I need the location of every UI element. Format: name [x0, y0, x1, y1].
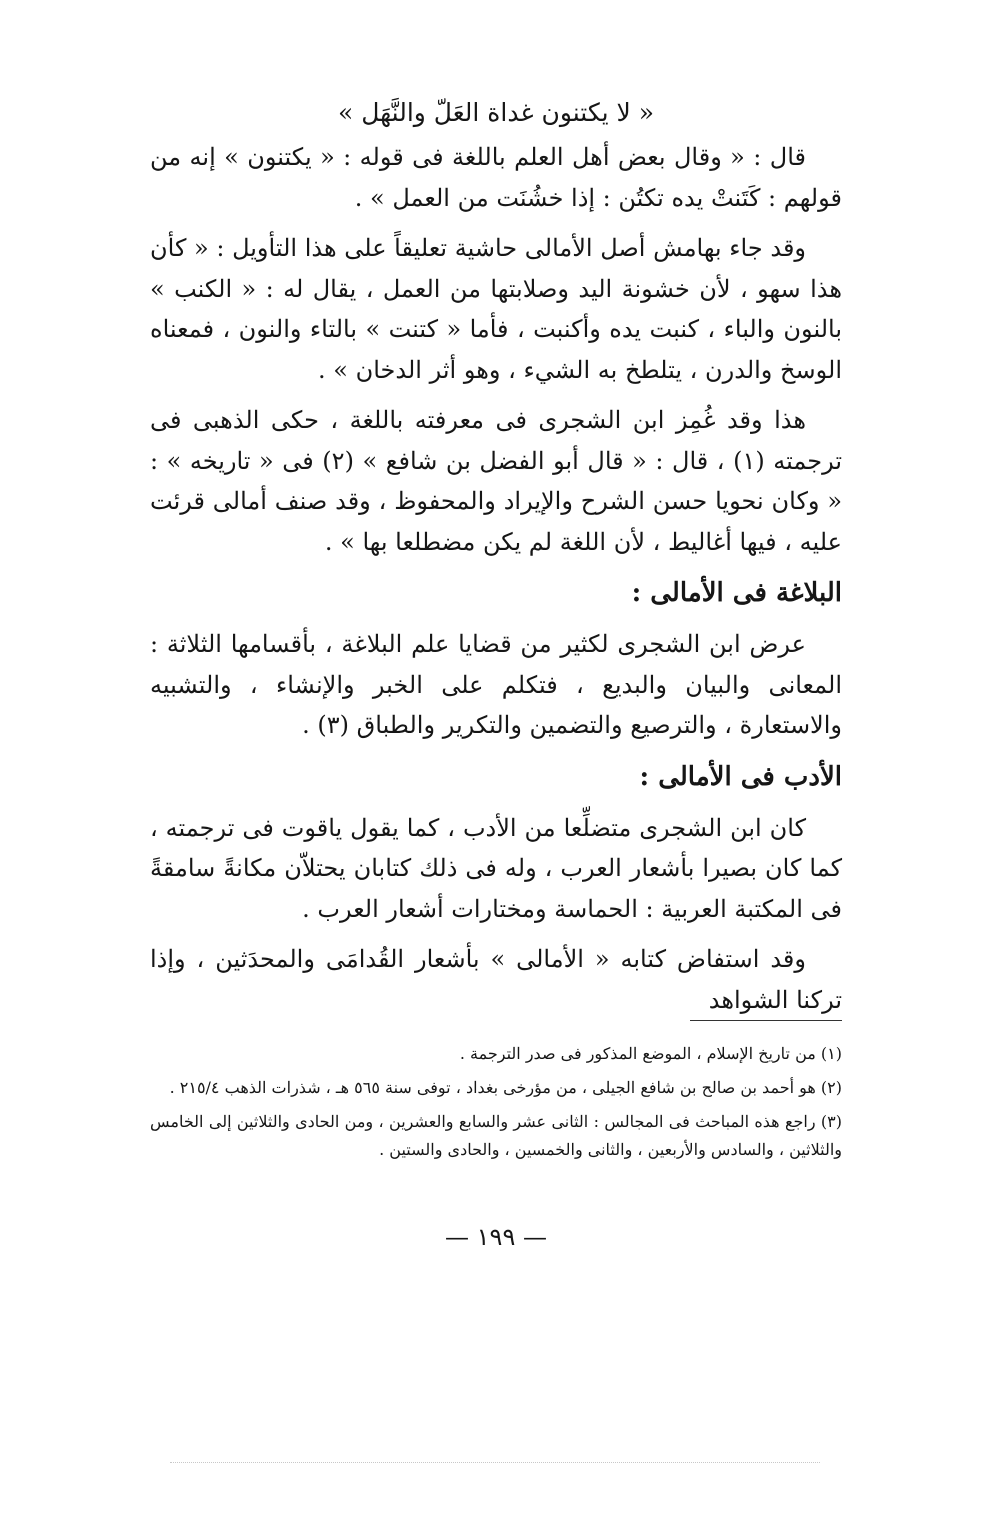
- heading-adab: الأدب فى الأمالى :: [639, 761, 842, 792]
- page-number: — ١٩٩ —: [445, 1223, 547, 1251]
- page-body: [150, 95, 842, 1030]
- footnotes: [150, 1040, 842, 1170]
- scan-artifact-line: [170, 1462, 820, 1463]
- running-title: « لا يكتنون غداة العَلّ والنَّهَل »: [337, 98, 655, 127]
- footnote-3: (٣) راجع هذه المباحث فى المجالس : الثانى عشر والسابع والعشرين ، ومن الحادى والثلاثين إلى الخامس والثلاثين ، والسادس والأربعين ، والثانى والخمسين ، والحادى والستين .: [150, 1112, 842, 1159]
- paragraph-adab-1: كان ابن الشجرى متضلِّعا من الأدب ، كما يقول ياقوت فى ترجمته ، كما كان بصيرا بأشعار العرب ، وله فى ذلك كتابان يحتلاّن مكانةً سامقةً فى المكتبة العربية : الحماسة ومختارات أشعار العرب .: [150, 813, 842, 923]
- paragraph-margin-note: وقد جاء بهامش أصل الأمالى حاشية تعليقاً على هذا التأويل : « كأن هذا سهو ، لأن خشونة اليد وصلابتها من العمل ، يقال له : « الكنب » بالنون والباء ، كنبت يده وأكنبت ، فأما « كتنت » بالتاء والنون ، فمعناه الوسخ والدرن ، يتلطخ به الشيء ، وهو أثر الدخان » .: [150, 234, 842, 384]
- paragraph-kaatanat: قال : « وقال بعض أهل العلم باللغة فى قوله : « يكتنون » إنه من قولهم : كَتَنتْ يده تكتُن : إذا خشُنَت من العمل » .: [150, 143, 842, 212]
- footnote-divider: [690, 1020, 842, 1021]
- footnote-2: (٢) هو أحمد بن صالح بن شافع الجيلى ، من مؤرخى بغداد ، توفى سنة ٥٦٥ هـ ، شذرات الذهب ٢١٥/٤ .: [169, 1078, 842, 1097]
- heading-balagha: البلاغة فى الأمالى :: [631, 578, 842, 608]
- paragraph-dhahabi: هذا وقد غُمِز ابن الشجرى فى معرفته باللغة ، حكى الذهبى فى ترجمته (١) ، قال : « قال أبو الفضل بن شافع » (٢) فى « تاريخه » : « وكان نحويا حسن الشرح والإيراد والمحفوظ ، وقد صنف أمالى قرئت عليه ، فيها أغاليط ، لأن اللغة لم يكن مضطلعا بها » .: [150, 406, 843, 556]
- footnote-1: (١) من تاريخ الإسلام ، الموضع المذكور فى صدر الترجمة .: [459, 1044, 842, 1063]
- paragraph-adab-2: وقد استفاض كتابه « الأمالى » بأشعار القُدامَى والمحدَثين ، وإذا تركنا الشواهد: [150, 945, 842, 1014]
- paragraph-balagha: عرض ابن الشجرى لكثير من قضايا علم البلاغة ، بأقسامها الثلاثة : المعانى والبيان والبديع ، فتكلم على الخبر والإنشاء ، والتشبيه والاستعارة ، والترصيع والتضمين والتكرير والطباق (٣) .: [150, 630, 842, 739]
